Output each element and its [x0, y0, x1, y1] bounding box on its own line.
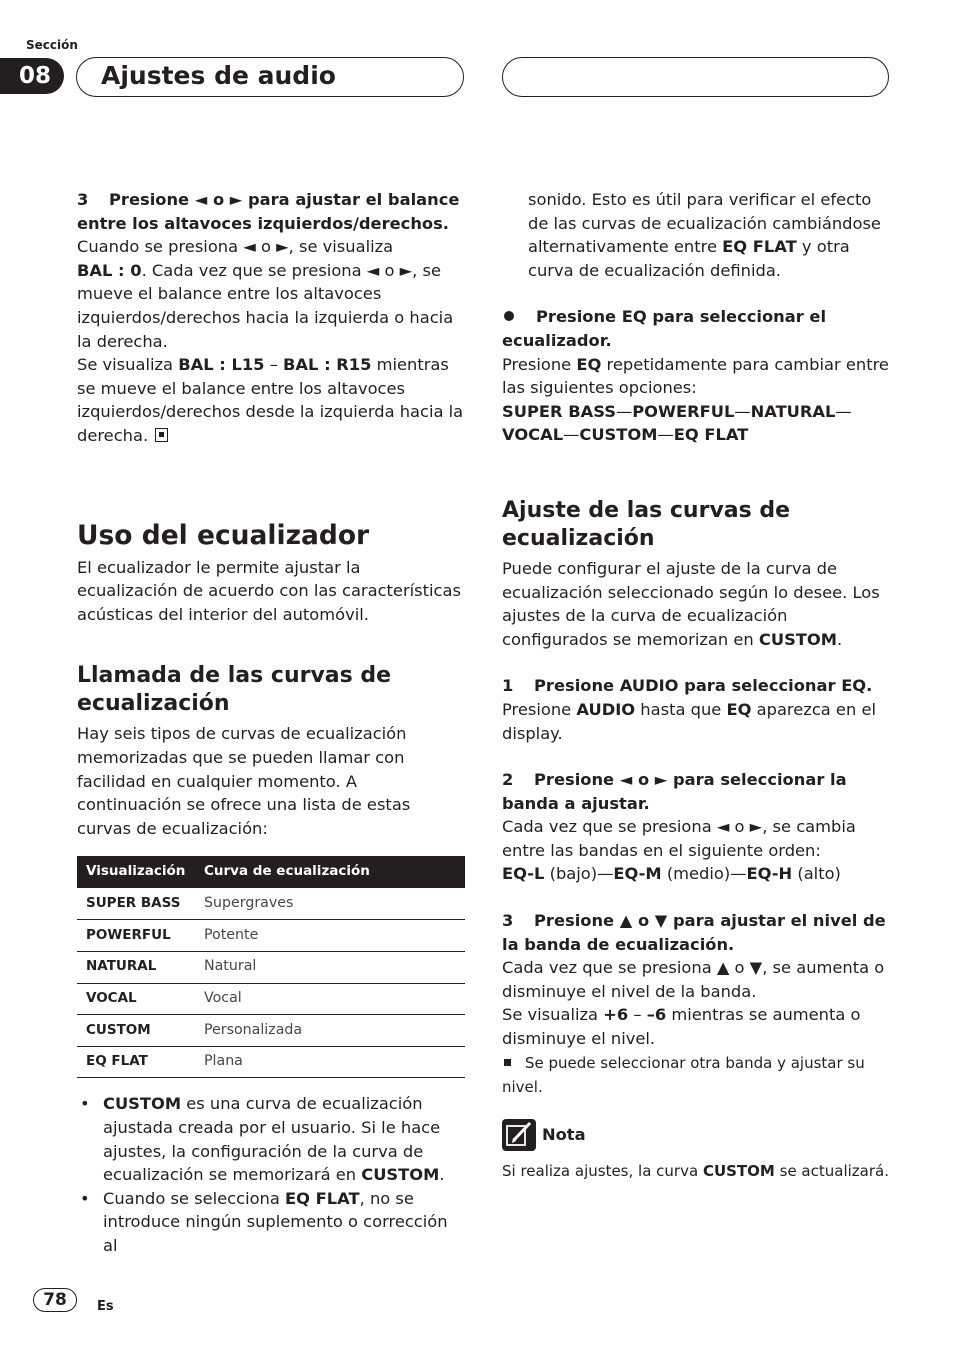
eq-flat-continuation: sonido. Esto es útil para verificar el efecto de las curvas de ecualización cambiándose alternativamente entre EQ FLAT y otra curva de ecualización definida.: [528, 190, 881, 280]
step-3-eq-heading: 3 Presione ▲ o ▼ para ajustar el nivel de la banda de ecualización.: [502, 911, 886, 954]
left-column: [77, 188, 465, 1258]
llamada-curvas-title: Llamada de las curvas de ecualización: [77, 663, 392, 717]
step-1-heading: 1 Presione AUDIO para seleccionar EQ.: [502, 676, 873, 696]
table-cell: Potente: [195, 920, 465, 952]
nota-header: [502, 1119, 890, 1151]
table-cell: NATURAL: [77, 951, 195, 983]
table-cell: Natural: [195, 951, 465, 983]
table-header: Curva de ecualización: [195, 856, 465, 888]
table-cell: Vocal: [195, 983, 465, 1015]
section-label: Sección: [26, 38, 78, 52]
page-number: 78: [33, 1288, 77, 1312]
bullet-dot-icon: [504, 311, 514, 321]
table-cell: EQ FLAT: [77, 1046, 195, 1078]
section-number-badge: 08: [0, 58, 64, 94]
note-square-icon: [504, 1059, 511, 1066]
table-row: [77, 888, 465, 920]
eq-curves-table: [77, 856, 465, 1078]
table-row: [77, 1046, 465, 1078]
step-3-balance-text-1: Cuando se presiona ◄ o ►, se visualiza BAL : 0. Cada vez que se presiona ◄ o ►, se mueve el balance entre los altavoces izquierdos/derechos hacia la izquierda o hacia la derecha.: [77, 237, 454, 351]
table-row: [77, 951, 465, 983]
right-column: [502, 188, 890, 1183]
step-2-heading: 2 Presione ◄ o ► para seleccionar la banda a ajustar.: [502, 770, 847, 813]
table-cell: SUPER BASS: [77, 888, 195, 920]
list-item: • Cuando se selecciona EQ FLAT, no se introduce ningún suplemento o corrección al: [77, 1187, 465, 1258]
ajuste-curvas-title: Ajuste de las curvas de ecualización: [502, 497, 791, 551]
table-row: [77, 983, 465, 1015]
table-row: [77, 1015, 465, 1047]
step-3-eq-text-2: Se visualiza +6 – –6 mientras se aumenta o disminuye el nivel.: [502, 1005, 861, 1049]
table-cell: Plana: [195, 1046, 465, 1078]
table-row: [77, 920, 465, 952]
header-empty-box: [502, 57, 889, 97]
nota-text: Si realiza ajustes, la curva CUSTOM se actualizará.: [502, 1161, 889, 1180]
step-3-balance-text-2: Se visualiza BAL : L15 – BAL : R15 mientras se mueve el balance entre los altavoces izquierdos/derechos desde la izquierda hacia la derecha.: [77, 355, 464, 445]
table-header-row: [77, 856, 465, 888]
eq-options-sequence: SUPER BASS—POWERFUL—NATURAL— VOCAL—CUSTOM—EQ FLAT: [502, 401, 852, 445]
step-3-eq-text-1: Cada vez que se presiona ▲ o ▼, se aumenta o disminuye el nivel de la banda.: [502, 958, 885, 1001]
llamada-curvas-text: Hay seis tipos de curvas de ecualización memorizadas que se pueden llamar con facilidad en cualquier momento. A continuación se ofrece una lista de estas curvas de ecualización:: [77, 724, 411, 838]
uso-ecualizador-text: El ecualizador le permite ajustar la ecualización de acuerdo con las características acústicas del interior del automóvil.: [77, 557, 461, 624]
table-header: Visualización: [77, 856, 195, 888]
step-3-balance-heading: 3 Presione ◄ o ► para ajustar el balance entre los altavoces izquierdos/derechos.: [77, 190, 460, 233]
table-cell: POWERFUL: [77, 920, 195, 952]
step-2-text: Cada vez que se presiona ◄ o ►, se cambia entre las bandas en el siguiente orden: EQ-L (bajo)—EQ-M (medio)—EQ-H (alto): [502, 817, 856, 884]
uso-ecualizador-title: Uso del ecualizador: [77, 519, 370, 551]
select-eq-text: Presione EQ repetidamente para cambiar entre las siguientes opciones:: [502, 354, 889, 398]
table-cell: VOCAL: [77, 983, 195, 1015]
ajuste-curvas-text: Puede configurar el ajuste de la curva de ecualización seleccionado según lo desee. Los ajustes de la curva de ecualización configurados se memorizan en CUSTOM.: [502, 558, 880, 649]
language-code: Es: [97, 1299, 114, 1314]
select-eq-heading: Presione EQ para seleccionar el ecualizador.: [502, 307, 827, 350]
notes-list: [77, 1092, 465, 1257]
list-item: • CUSTOM es una curva de ecualización ajustada creada por el usuario. Si le hace ajustes, la configuración de la curva de ecualización se memorizará en CUSTOM.: [77, 1092, 465, 1186]
step-1-text: Presione AUDIO hasta que EQ aparezca en el display.: [502, 699, 876, 743]
pencil-note-icon: [502, 1119, 536, 1151]
header-title-box: [76, 57, 464, 97]
end-of-section-icon: [155, 428, 168, 442]
table-cell: CUSTOM: [77, 1015, 195, 1047]
table-cell: Supergraves: [195, 888, 465, 920]
nota-label: Nota: [542, 1124, 586, 1144]
page-title: Ajustes de audio: [101, 61, 336, 90]
step-3-eq-note: Se puede seleccionar otra banda y ajustar su nivel.: [502, 1053, 865, 1096]
table-cell: Personalizada: [195, 1015, 465, 1047]
